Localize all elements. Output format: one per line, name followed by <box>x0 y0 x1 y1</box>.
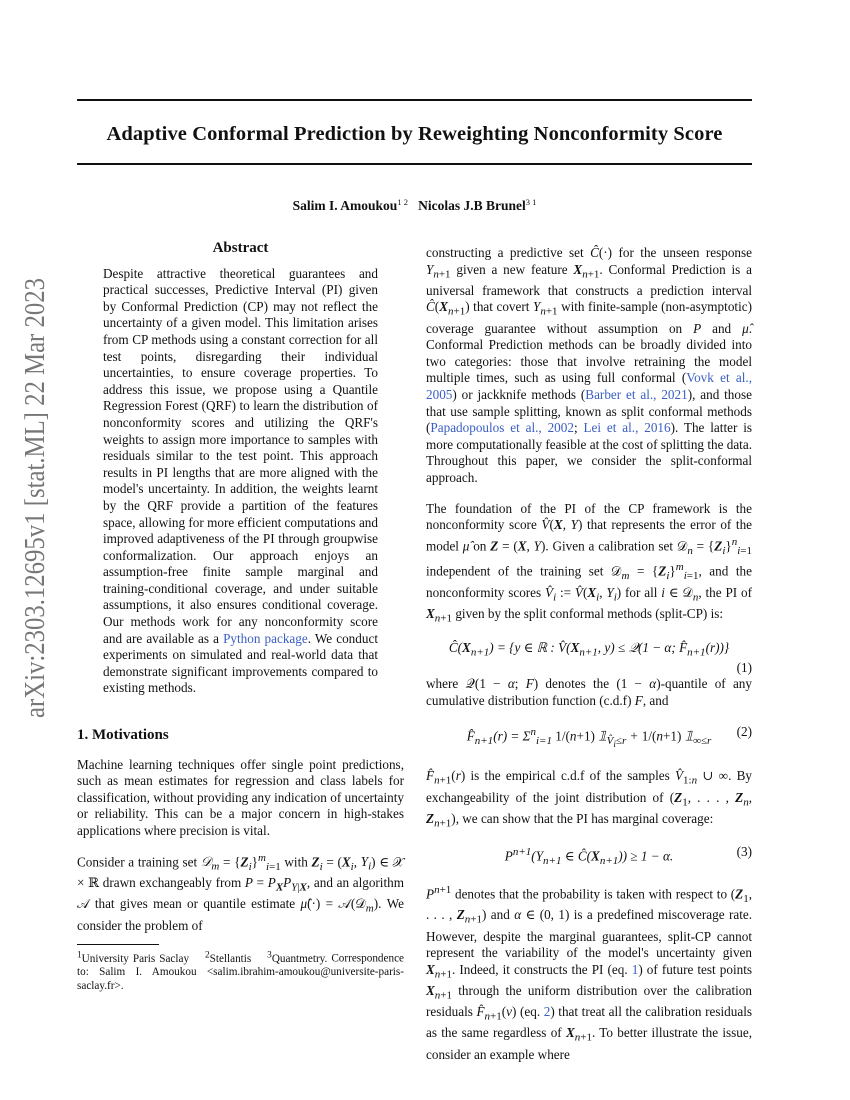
paper-title: Adaptive Conformal Prediction by Reweighting Nonconformity Score <box>106 123 723 145</box>
author-list <box>77 197 752 214</box>
abstract-text: Despite attractive theoretical guarantees and practical successes, Predictive Interval (PI) given by Conformal Prediction (CP) may not reflect the uncertainty of a given model. This limitation arises from CP methods using a constant correction for all test points, disregarding their individual uncertainties, to ensure coverage properties. To address this issue, we propose using a Quantile Regression Forest (QRF) to learn the distribution of nonconformity scores and utilizing the QRF's weights to assign more importance to samples with residuals similar to the test point. This approach results in PI lengths that are more aligned with the model's uncertainty. In addition, the weights learnt by the QRF provide a partition of the features space, allowing for more efficient computations and improved adaptiveness of the PI through groupwise conformalization. Our approach enjoys an assumption-free finite sample marginal and training-conditional coverage, and under suitable assumptions, it also ensures conditional coverage. Our methods work for any nonconformity score and are available as a <box>103 265 378 646</box>
equation-3-number: (3) <box>736 844 752 860</box>
equation-2-number: (2) <box>736 723 752 739</box>
right-column <box>426 245 752 1063</box>
abstract-text-end: . We conduct experiments on simulated and real-world data that demonstrate significant improvements compared to existing methods. <box>103 630 378 696</box>
footnote-rule <box>77 944 159 945</box>
author-affiliation: 3 1 <box>525 197 537 207</box>
python-package-link[interactable]: Python package <box>223 630 308 646</box>
footnote <box>77 949 404 993</box>
arxiv-id-text: arXiv:2303.12695v1 [stat.ML] 22 Mar 2023 <box>19 278 51 718</box>
motivation-paragraph: Machine learning techniques offer single point predictions, such as mean estimates for regression and class labels for classification, without providing any indication of uncertainty or reliability. This can be a major concern in high-stakes applications where precision is vital. <box>77 756 404 838</box>
foundation-paragraph: The foundation of the PI of the CP framework is the nonconformity score V̂(X, Y) that represents the error of the model μ̂ on Z = (X, Y). Given a calibration set 𝒟$_n$ = $\{Z_i\}^n_{i=1}$ independent of the training set 𝒟$_m$ = $\{Z_i\}^m_{i=1}$, and the nonconformity scores $V̂_i$ := $V̂(X_i$, $Y_i$) for all i ∈ 𝒟$_n$, the PI of $X_{n+1}$ given by the split conformal methods (split-CP) is: <box>426 500 753 625</box>
abstract-body <box>77 266 404 697</box>
training-set-paragraph: Consider a training set 𝒟$_m$ = $\{Z_i\}^m_{i=1}$ with $Z_i = (X_i$, $Y_i$) ∈ 𝒳 × ℝ drawn exchangeably from $P = P_XP_{Y|X}$, and an algorithm 𝒜 that gives mean or quantile estimate μ̂(·) = 𝒜(𝒟$_m$). We consider the problem of <box>77 851 404 933</box>
footnote-correspondence: Correspondence to: Salim I. Amoukou <salim.ibrahim-amoukou@universite-paris-saclay.fr>. <box>77 953 405 992</box>
miscoverage-paragraph: $P^{n+1}$ denotes that the probability is taken with respect to ($Z_1$, . . . , $Z_{n+1}$) and α ∈ (0, 1) is a predefined miscoverage rate. However, despite the marginal guarantees, split-CP cannot represent the variability of the model's uncertainty given $X_{n+1}$. Indeed, it constructs the PI (eq. 1) of future test points $X_{n+1}$ through the uniform distribution over the calibration residuals $F̂_{n+1}(v)$ (eq. 2) that treat all the calibration residuals as the same regardless of $X_{n+1}$. To better illustrate the issue, consider an example where <box>426 883 753 1062</box>
footnote-affiliations: $^1$University Paris Saclay $^2$Stellantis $^3$Quantmetry. <box>77 950 328 966</box>
citation-vovk[interactable]: Vovk et al., 2005 <box>426 370 752 403</box>
cp-intro-paragraph: constructing a predictive set Ĉ(·) for the unseen response $Y_{n+1}$ given a new feature $X_{n+1}$. Conformal Prediction is a universal framework that constructs a prediction interval $Ĉ(X_{n+1})$ that covert $Y_{n+1}$ with finite-sample (non-asymptotic) coverage guarantee without assumption on P and μ̂. Conformal Prediction methods can be broadly divided into two categories: those that involve retraining the model multiple times, such as using full conformal (Vovk et al., 2005) or jackknife methods (Barber et al., 2021), and those that use sample splitting, known as split conformal methods (Papadopoulos et al., 2002; Lei et al., 2016). The latter is more computationally feasible at the cost of splitting the data. Throughout this paper, we consider the split-conformal approach. <box>426 245 752 485</box>
equation-ref-2[interactable]: 2 <box>543 1004 551 1020</box>
arxiv-id-stamp <box>14 278 54 718</box>
equation-1: $Ĉ(X_{n+1}) = \{y$ ∈ ℝ : $V̂(X_{n+1}$, y) ≤ 𝒬(1 − α; $F̂_{n+1}(r)$)} <box>448 639 730 659</box>
section-heading: 1. Motivations <box>77 727 169 744</box>
equation-3: $P^{n+1}(Y_{n+1}$ ∈ $Ĉ(X_{n+1})) \ge 1 - \alpha$. (3) <box>504 844 752 868</box>
empirical-cdf-paragraph: $F̂_{n+1}(r)$ is the empirical c.d.f of the samples $V̂_{1:n}$ ∪ ∞. By exchangeability of the joint distribution of ($Z_1$, . . . , $Z_n$, $Z_{n+1}$), we can show that the PI has marginal coverage: <box>426 768 753 830</box>
top-rule <box>77 99 752 101</box>
equation-1-number: (1) <box>736 659 752 675</box>
citation-lei[interactable]: Lei et al., 2016 <box>583 420 671 436</box>
citation-papadopoulos[interactable]: Papadopoulos et al., 2002 <box>430 420 574 436</box>
citation-barber[interactable]: Barber et al., 2021 <box>585 387 688 403</box>
title-bottom-rule <box>77 163 752 165</box>
author-affiliation: 1 2 <box>397 197 408 207</box>
quantile-paragraph: where 𝒬(1 − α; F) denotes the (1 − α)-quantile of any cumulative distribution function (c.d.f) F, and <box>426 676 752 708</box>
equation-ref-1[interactable]: 1 <box>631 961 639 977</box>
author-name: Salim I. Amoukou <box>292 198 398 213</box>
abstract-heading: Abstract <box>212 240 269 256</box>
left-column <box>77 240 404 993</box>
author-name: Nicolas J.B Brunel <box>418 198 526 213</box>
equation-2: $F̂_{n+1}(r) = \Sigma^n_{i=1}$ 1/(n+1) $𝟙_{V̂_i\le r} + 1/(n+1)$ $𝟙_{\infty\le r}$ (2) <box>466 723 752 749</box>
